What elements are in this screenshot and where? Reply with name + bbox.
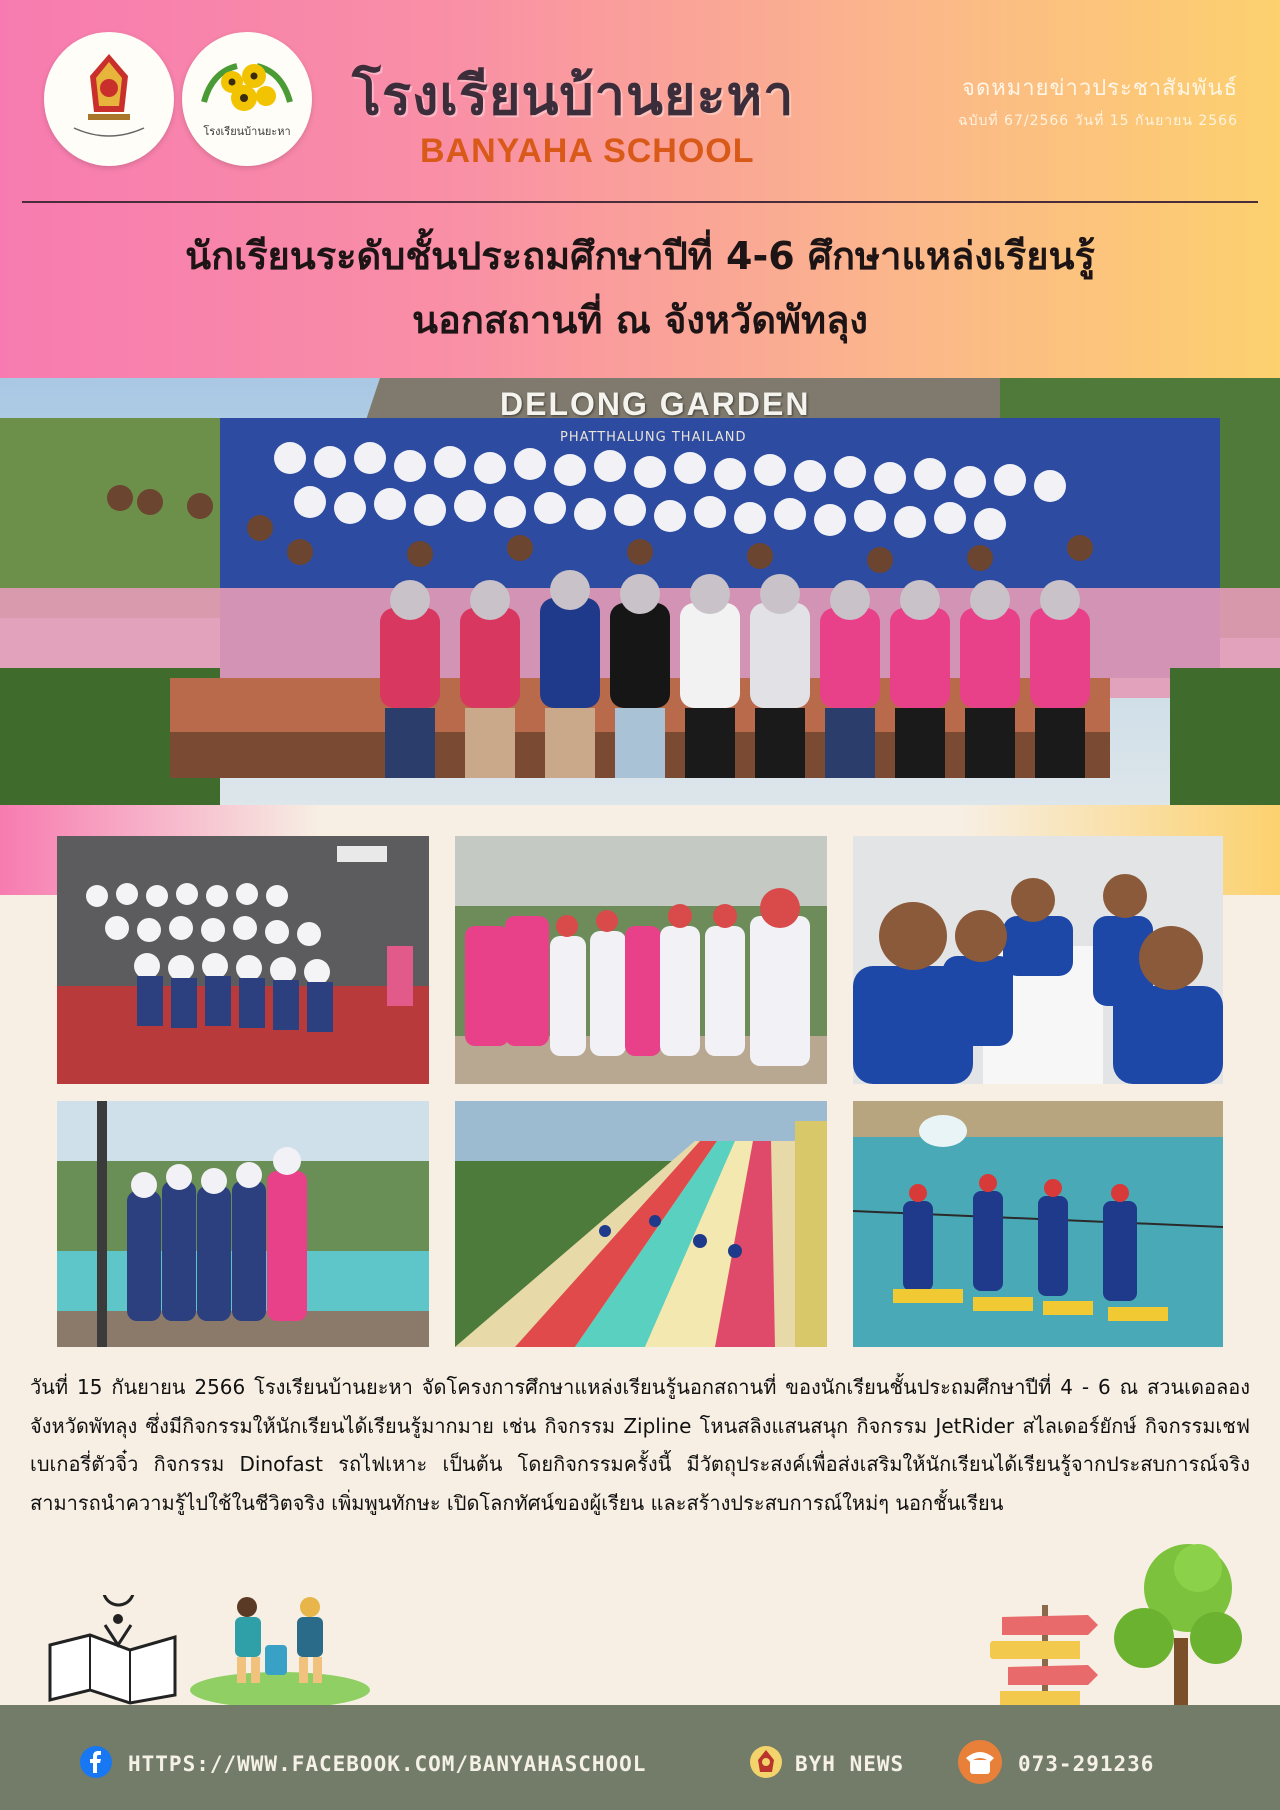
facebook-icon[interactable] [80, 1746, 112, 1778]
phone-number[interactable]: 073-291236 [1018, 1752, 1155, 1776]
school-emblem-icon [750, 1746, 782, 1778]
photo-zipline-prep [455, 836, 827, 1084]
header-divider [22, 201, 1258, 203]
travelers-illustration-icon [185, 1595, 370, 1705]
photo-theater [57, 836, 429, 1084]
logo-caption: โรงเรียนบ้านยะหา [203, 125, 291, 138]
delong-garden-sign: DELONG GARDEN [500, 386, 811, 422]
title-line-1: นักเรียนระดับชั้นประถมศึกษาปีที่ 4-6 ศึกษาแหล่งเรียนรู้ [185, 234, 1095, 278]
signpost-icon [990, 1605, 1100, 1705]
obec-logo [44, 32, 174, 166]
phone-icon [958, 1740, 1002, 1784]
title-line-2: นอกสถานที่ ณ จังหวัดพัทลุง [412, 298, 868, 342]
facebook-link[interactable]: HTTPS://WWW.FACEBOOK.COM/BANYAHASCHOOL [128, 1752, 647, 1776]
article-paragraph: วันที่ 15 กันยายน 2566 โรงเรียนบ้านยะหา จัดโครงการศึกษาแหล่งเรียนรู้นอกสถานที่ ของนักเรียนชั้นประถมศึกษาปีที่ 4 - 6 ณ สวนเดอลอง จังหวัดพัทลุง ซึ่งมีกิจกรรมให้นักเรียนได้เรียนรู้มากมาย เช่น กิจกรรม Zipline โหนสลิงแสนสนุก กิจกรรม JetRider สไลเดอร์ยักษ์ กิจกรรมเชฟเบเกอรี่ตัวจิ๋ว กิจกรรม Dinofast รถไฟเหาะ เป็นต้น โดยกิจกรรมครั้งนี้ มีวัตถุประสงค์เพื่อส่งเสริมให้นักเรียนได้เรียนรู้จากประสบการณ์จริง สามารถนำความรู้ไปใช้ในชีวิตจริง เพิ่มพูนทักษะ เปิดโลกทัศน์ของผู้เรียน และสร้างประสบการณ์ใหม่ๆ นอกชั้นเรียน [30, 1375, 1250, 1515]
photo-giant-slide [455, 1101, 827, 1347]
photo-poolside [57, 1101, 429, 1347]
newsletter-label: จดหมายข่าวประชาสัมพันธ์ [962, 76, 1238, 101]
school-name-english: BANYAHA SCHOOL [420, 132, 755, 170]
page-title [0, 224, 1280, 352]
byh-news-label: BYH NEWS [795, 1752, 905, 1776]
delong-garden-sign-sub: PHATTHALUNG THAILAND [560, 430, 747, 445]
photo-water-walk [853, 1101, 1223, 1347]
issue-line: ฉบับที่ 67/2566 วันที่ 15 กันยายน 2566 [958, 113, 1238, 129]
banyaha-school-logo [182, 32, 312, 166]
photo-bakery [853, 836, 1223, 1084]
map-icon [45, 1595, 185, 1705]
school-name-thai: โรงเรียนบ้านยะหา [352, 63, 795, 127]
